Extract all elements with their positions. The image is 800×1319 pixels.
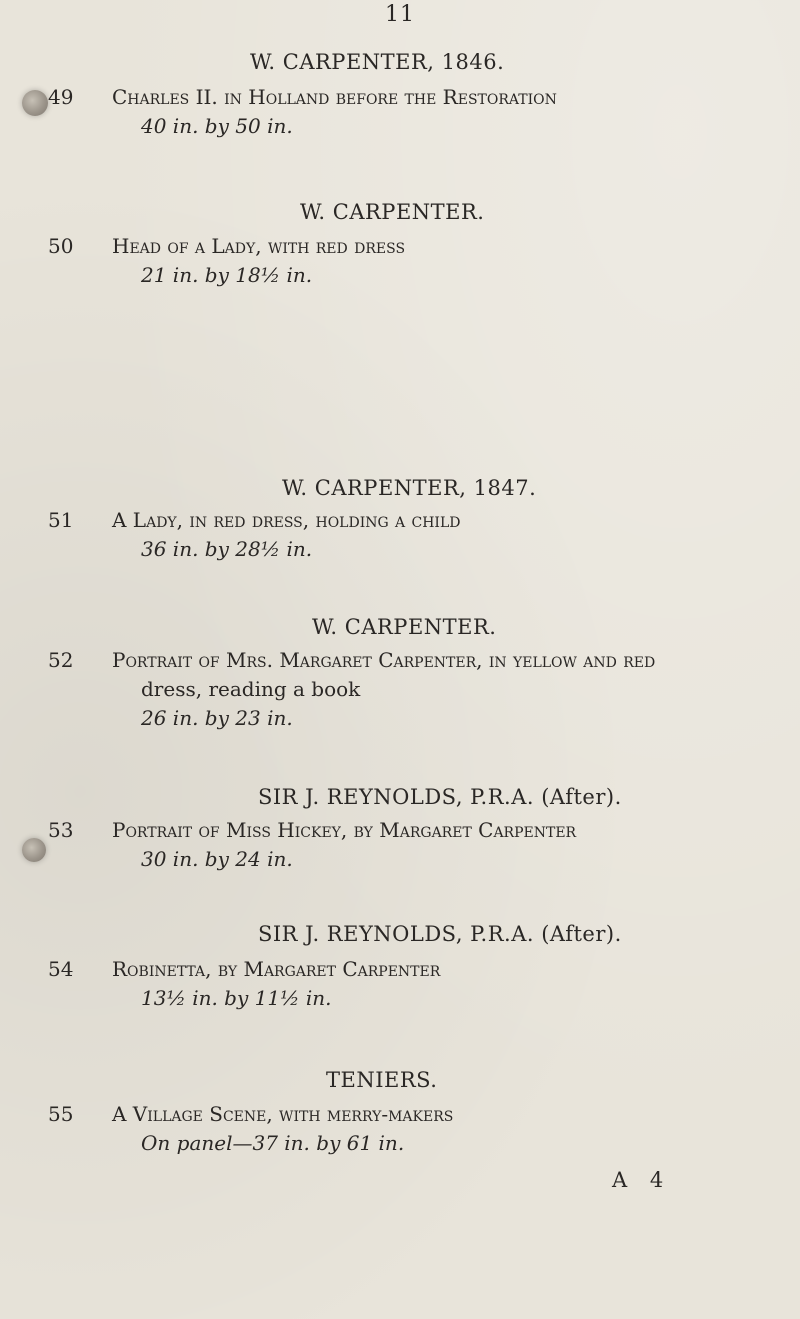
lot-number: 53 (48, 818, 74, 842)
lot-title: Portrait of Mrs. Margaret Carpenter, in yellow and red (112, 648, 656, 672)
lot-dimensions: 30 in. by 24 in. (141, 847, 293, 871)
lot-number: 51 (48, 508, 74, 532)
lot-title: Charles II. in Holland before the Restoration (112, 85, 557, 109)
lot-number: 55 (48, 1102, 74, 1126)
artist-heading: TENIERS. (326, 1068, 438, 1092)
lot-title: Head of a Lady, with red dress (112, 234, 406, 258)
lot-dimensions: 36 in. by 28½ in. (141, 537, 313, 561)
artist-heading: W. CARPENTER, 1846. (250, 50, 505, 74)
lot-dimensions: On panel—37 in. by 61 in. (141, 1131, 405, 1155)
artist-heading: W. CARPENTER, 1847. (282, 476, 537, 500)
artist-heading: W. CARPENTER. (312, 615, 497, 639)
binding-hole-bottom (22, 838, 46, 862)
lot-title: Portrait of Miss Hickey, by Margaret Carpenter (112, 818, 577, 842)
lot-title: A Lady, in red dress, holding a child (112, 508, 461, 532)
lot-dimensions: 21 in. by 18½ in. (141, 263, 313, 287)
binding-hole-top (22, 90, 48, 116)
lot-title: A Village Scene, with merry-makers (112, 1102, 454, 1126)
page-number: 11 (385, 2, 415, 27)
artist-heading: SIR J. REYNOLDS, P.R.A. (After). (258, 785, 622, 809)
artist-heading: W. CARPENTER. (300, 200, 485, 224)
lot-description-continued: dress, reading a book (141, 677, 361, 701)
lot-number: 52 (48, 648, 74, 672)
signature-mark: A 4 (612, 1168, 672, 1192)
lot-dimensions: 13½ in. by 11½ in. (141, 986, 332, 1010)
lot-dimensions: 26 in. by 23 in. (141, 706, 293, 730)
lot-title: Robinetta, by Margaret Carpenter (112, 957, 441, 981)
lot-number: 49 (48, 85, 74, 109)
lot-dimensions: 40 in. by 50 in. (141, 114, 293, 138)
artist-heading: SIR J. REYNOLDS, P.R.A. (After). (258, 922, 622, 946)
lot-number: 50 (48, 234, 74, 258)
lot-number: 54 (48, 957, 74, 981)
